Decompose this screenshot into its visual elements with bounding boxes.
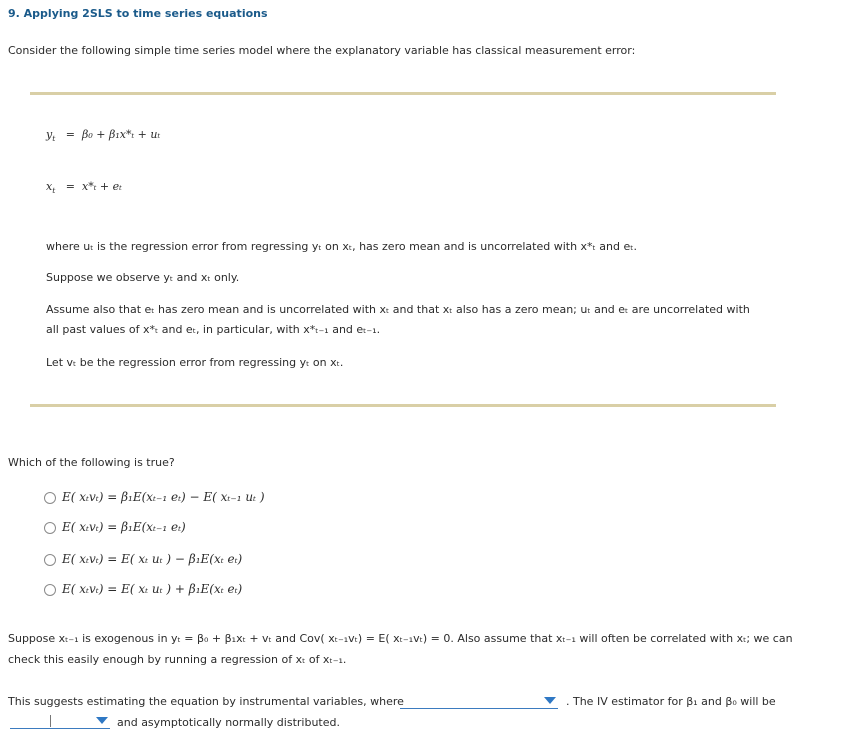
equation-1-lhs: y (46, 128, 53, 141)
paragraph-assumptions-line2: all past values of x*ₜ and eₜ, in particular, with x*ₜ₋₁ and eₜ₋₁. (46, 323, 381, 336)
equation-1: $y_t = \beta_0 + \beta_1x*_t + u_t$ (46, 128, 161, 144)
option-3-radio[interactable] (44, 554, 56, 566)
equation-2: $x_t = x*_t + e_t$ (46, 180, 122, 196)
option-2-radio[interactable] (44, 522, 56, 534)
option-1-label[interactable]: E( xₜvₜ) = β₁E(xₜ₋₁ eₜ) − E( xₜ₋₁ uₜ ) (62, 490, 265, 504)
question-text: Which of the following is true? (8, 456, 175, 469)
final-sentence-start: This suggests estimating the equation by instrumental variables, where (8, 695, 404, 708)
paragraph-exogenous-line2: check this easily enough by running a regression of xₜ of xₜ₋₁. (8, 653, 347, 666)
option-1-radio[interactable] (44, 492, 56, 504)
equation-1-rhs: β₀ + β₁x*ₜ + uₜ (82, 128, 161, 141)
paragraph-observed: Suppose we observe yₜ and xₜ only. (46, 271, 240, 284)
paragraph-exogenous-line1: Suppose xₜ₋₁ is exogenous in yₜ = β₀ + β₁xₜ + vₜ and Cov( xₜ₋₁vₜ) = E( xₜ₋₁vₜ) = 0. Also assume that xₜ₋₁ will often be correlated with xₜ; we can (8, 632, 793, 645)
estimator-property-dropdown[interactable] (10, 714, 110, 729)
bottom-divider (30, 404, 776, 407)
text-cursor (50, 715, 51, 727)
intro-text: Consider the following simple time series model where the explanatory variable has classical measurement error: (8, 44, 636, 57)
chevron-down-icon (544, 697, 556, 704)
equation-2-rhs: x*ₜ + eₜ (82, 180, 122, 193)
option-4-radio[interactable] (44, 584, 56, 596)
paragraph-assumptions-line1: Assume also that eₜ has zero mean and is uncorrelated with xₜ and that xₜ also has a zero mean; uₜ and eₜ are uncorrelated with (46, 303, 750, 316)
option-2-label[interactable]: E( xₜvₜ) = β₁E(xₜ₋₁ eₜ) (62, 520, 186, 534)
paragraph-error-definition: where uₜ is the regression error from regressing yₜ on xₜ, has zero mean and is uncorrelated with x*ₜ and eₜ. (46, 240, 637, 253)
option-4-label[interactable]: E( xₜvₜ) = E( xₜ uₜ ) + β₁E(xₜ eₜ) (62, 582, 243, 596)
paragraph-v-definition: Let vₜ be the regression error from regressing yₜ on xₜ. (46, 356, 344, 369)
top-divider (30, 92, 776, 95)
option-3-label[interactable]: E( xₜvₜ) = E( xₜ uₜ ) − β₁E(xₜ eₜ) (62, 552, 243, 566)
equation-2-lhs: x (46, 180, 53, 193)
page-title: 9. Applying 2SLS to time series equations (8, 7, 268, 20)
final-sentence-middle: . The IV estimator for β₁ and β₀ will be (566, 695, 776, 708)
final-sentence-end: and asymptotically normally distributed. (117, 716, 340, 729)
chevron-down-icon (96, 717, 108, 724)
instrument-dropdown[interactable] (400, 694, 558, 709)
